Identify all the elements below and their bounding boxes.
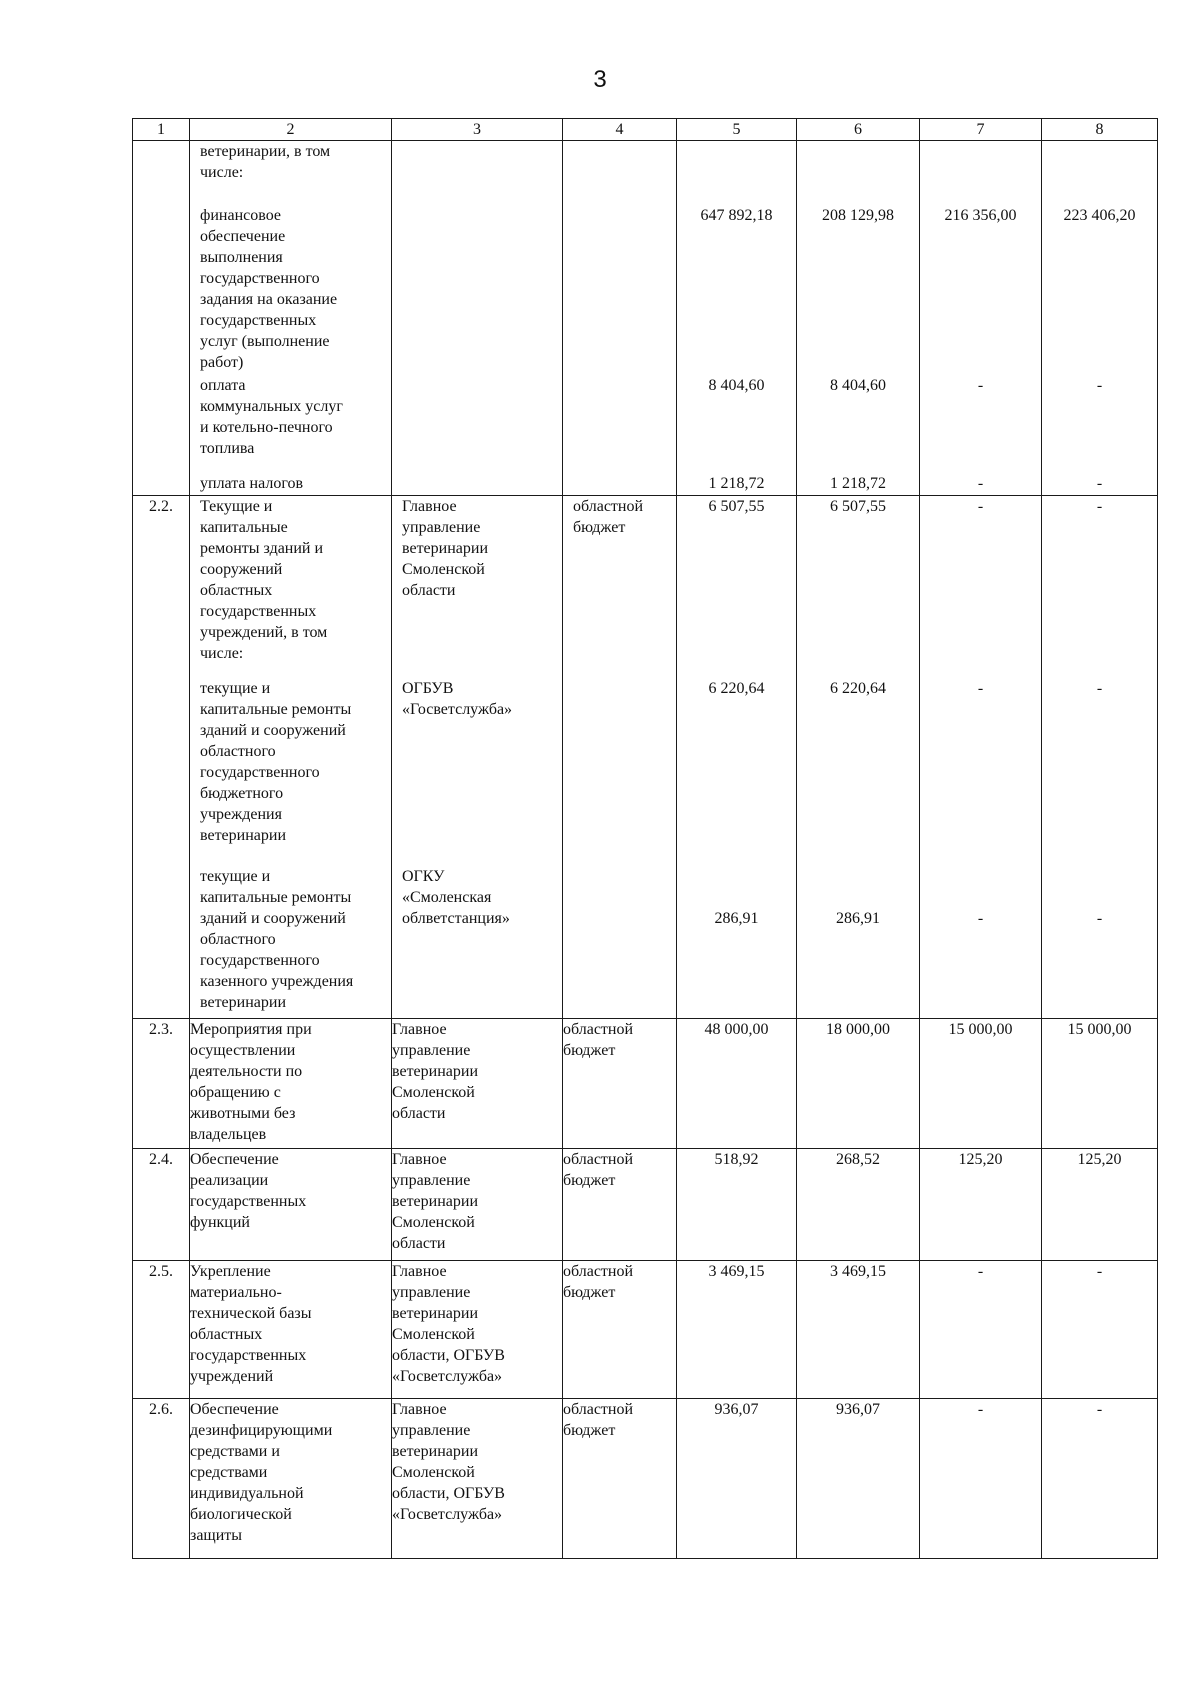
amount-value: 216 356,00 (944, 207, 1017, 224)
budget-table (132, 118, 1158, 1559)
cell-description (190, 141, 392, 496)
table-row-2-2 (133, 496, 1158, 1019)
cell-amount-total (677, 496, 797, 1019)
cell-description: Укрепление материально- технической базы областных государственных учреждений (190, 1261, 392, 1399)
amount-value: 1 218,72 (830, 475, 886, 492)
executor-text: Главное управление ветеринарии Смоленской области (402, 498, 489, 599)
cell-executor (392, 496, 563, 1019)
amount-value: 286,91 (714, 910, 759, 927)
cell-amount-total: 936,07 (677, 1399, 797, 1559)
amount-value: 6 507,55 (830, 498, 886, 515)
amount-value: 286,91 (836, 910, 880, 927)
description-subitem: текущие и капитальные ремонты зданий и сооружений областного государственного бюджетного учреждения ветеринарии (200, 680, 352, 844)
amount-value: 8 404,60 (830, 377, 886, 394)
cell-index: 2.6. (133, 1399, 190, 1559)
cell-amount-year2: - (920, 1261, 1042, 1399)
cell-amount-year1: 3 469,15 (797, 1261, 920, 1399)
cell-amount-year2 (920, 496, 1042, 1019)
column-header-7: 7 (920, 119, 1042, 141)
amount-value: 6 220,64 (830, 680, 886, 697)
executor-text: ОГБУВ «Госветслужба» (402, 680, 513, 718)
cell-amount-year3: - (1042, 1261, 1158, 1399)
header-row (133, 119, 1158, 141)
column-header-8: 8 (1042, 119, 1158, 141)
cell-amount-year2: - (920, 1399, 1042, 1559)
cell-index: 2.3. (133, 1019, 190, 1149)
amount-value: 6 220,64 (708, 680, 765, 697)
cell-amount-year2: 125,20 (920, 1149, 1042, 1261)
cell-source: областной бюджет (563, 1019, 677, 1149)
amount-value: 6 507,55 (708, 498, 765, 515)
table-row-2-1-continuation (133, 141, 1158, 496)
cell-index: 2.5. (133, 1261, 190, 1399)
cell-executor: Главное управление ветеринарии Смоленской области (392, 1019, 563, 1149)
column-header-6: 6 (797, 119, 920, 141)
amount-value: 1 218,72 (708, 475, 765, 492)
cell-description: Обеспечение дезинфицирующими средствами и средствами индивидуальной биологической защиты (190, 1399, 392, 1559)
cell-executor (392, 141, 563, 496)
cell-amount-year3: - (1042, 1399, 1158, 1559)
cell-amount-year3: 15 000,00 (1042, 1019, 1158, 1149)
column-header-5: 5 (677, 119, 797, 141)
description-subitem: уплата налогов (200, 475, 304, 492)
cell-source (563, 141, 677, 496)
cell-index (133, 141, 190, 496)
amount-value: - (1096, 910, 1103, 927)
cell-amount-year2 (920, 141, 1042, 496)
amount-value: - (977, 498, 984, 515)
cell-amount-year1 (797, 141, 920, 496)
cell-amount-total (677, 141, 797, 496)
description-main: Текущие и капитальные ремонты зданий и сооружений областных государственных учреждений, в том числе: (200, 498, 328, 662)
amount-value: - (1096, 475, 1103, 492)
cell-description: Обеспечение реализации государственных функций (190, 1149, 392, 1261)
amount-value: 8 404,60 (708, 377, 765, 394)
amount-value: - (977, 377, 984, 394)
cell-index: 2.2. (133, 496, 190, 1019)
cell-index: 2.4. (133, 1149, 190, 1261)
page-number: 3 (593, 66, 607, 93)
amount-value: - (1096, 498, 1103, 515)
cell-executor: Главное управление ветеринарии Смоленской области, ОГБУВ «Госветслужба» (392, 1261, 563, 1399)
table-row (133, 1149, 1158, 1261)
source-text: областной бюджет (573, 498, 644, 536)
cell-amount-year3: 125,20 (1042, 1149, 1158, 1261)
description-lead: ветеринарии, в том числе: (200, 143, 331, 181)
executor-text: ОГКУ «Смоленская облветстанция» (402, 868, 510, 927)
amount-value: 208 129,98 (822, 207, 894, 224)
cell-amount-year1: 936,07 (797, 1399, 920, 1559)
table-row (133, 1261, 1158, 1399)
cell-description (190, 496, 392, 1019)
amount-value: - (977, 680, 984, 697)
cell-amount-year2: 15 000,00 (920, 1019, 1042, 1149)
amount-value: - (977, 475, 984, 492)
table-row (133, 1399, 1158, 1559)
cell-source: областной бюджет (563, 1261, 677, 1399)
description-subitem: текущие и капитальные ремонты зданий и сооружений областного государственного казенного учреждения ветеринарии (200, 868, 354, 1011)
amount-value: - (977, 910, 984, 927)
amount-value: - (1096, 377, 1103, 394)
column-header-2: 2 (190, 119, 392, 141)
cell-amount-year1 (797, 496, 920, 1019)
cell-amount-year3 (1042, 141, 1158, 496)
cell-amount-total: 518,92 (677, 1149, 797, 1261)
cell-executor: Главное управление ветеринарии Смоленской области (392, 1149, 563, 1261)
column-header-1: 1 (133, 119, 190, 141)
cell-amount-total: 48 000,00 (677, 1019, 797, 1149)
cell-source: областной бюджет (563, 1149, 677, 1261)
cell-amount-year3 (1042, 496, 1158, 1019)
description-subitem: оплата коммунальных услуг и котельно-печного топлива (200, 377, 343, 457)
cell-source: областной бюджет (563, 1399, 677, 1559)
amount-value: 647 892,18 (700, 207, 773, 224)
cell-amount-year1: 18 000,00 (797, 1019, 920, 1149)
cell-executor: Главное управление ветеринарии Смоленской области, ОГБУВ «Госветслужба» (392, 1399, 563, 1559)
amount-value: 223 406,20 (1063, 207, 1136, 224)
column-header-3: 3 (392, 119, 563, 141)
cell-description: Мероприятия при осуществлении деятельности по обращению с животными без владельцев (190, 1019, 392, 1149)
cell-amount-total: 3 469,15 (677, 1261, 797, 1399)
table-row (133, 1019, 1158, 1149)
amount-value: - (1096, 680, 1103, 697)
cell-source (563, 496, 677, 1019)
cell-amount-year1: 268,52 (797, 1149, 920, 1261)
description-subitem: финансовое обеспечение выполнения государственного задания на оказание государственных услуг (выполнение работ) (200, 207, 338, 371)
column-header-4: 4 (563, 119, 677, 141)
